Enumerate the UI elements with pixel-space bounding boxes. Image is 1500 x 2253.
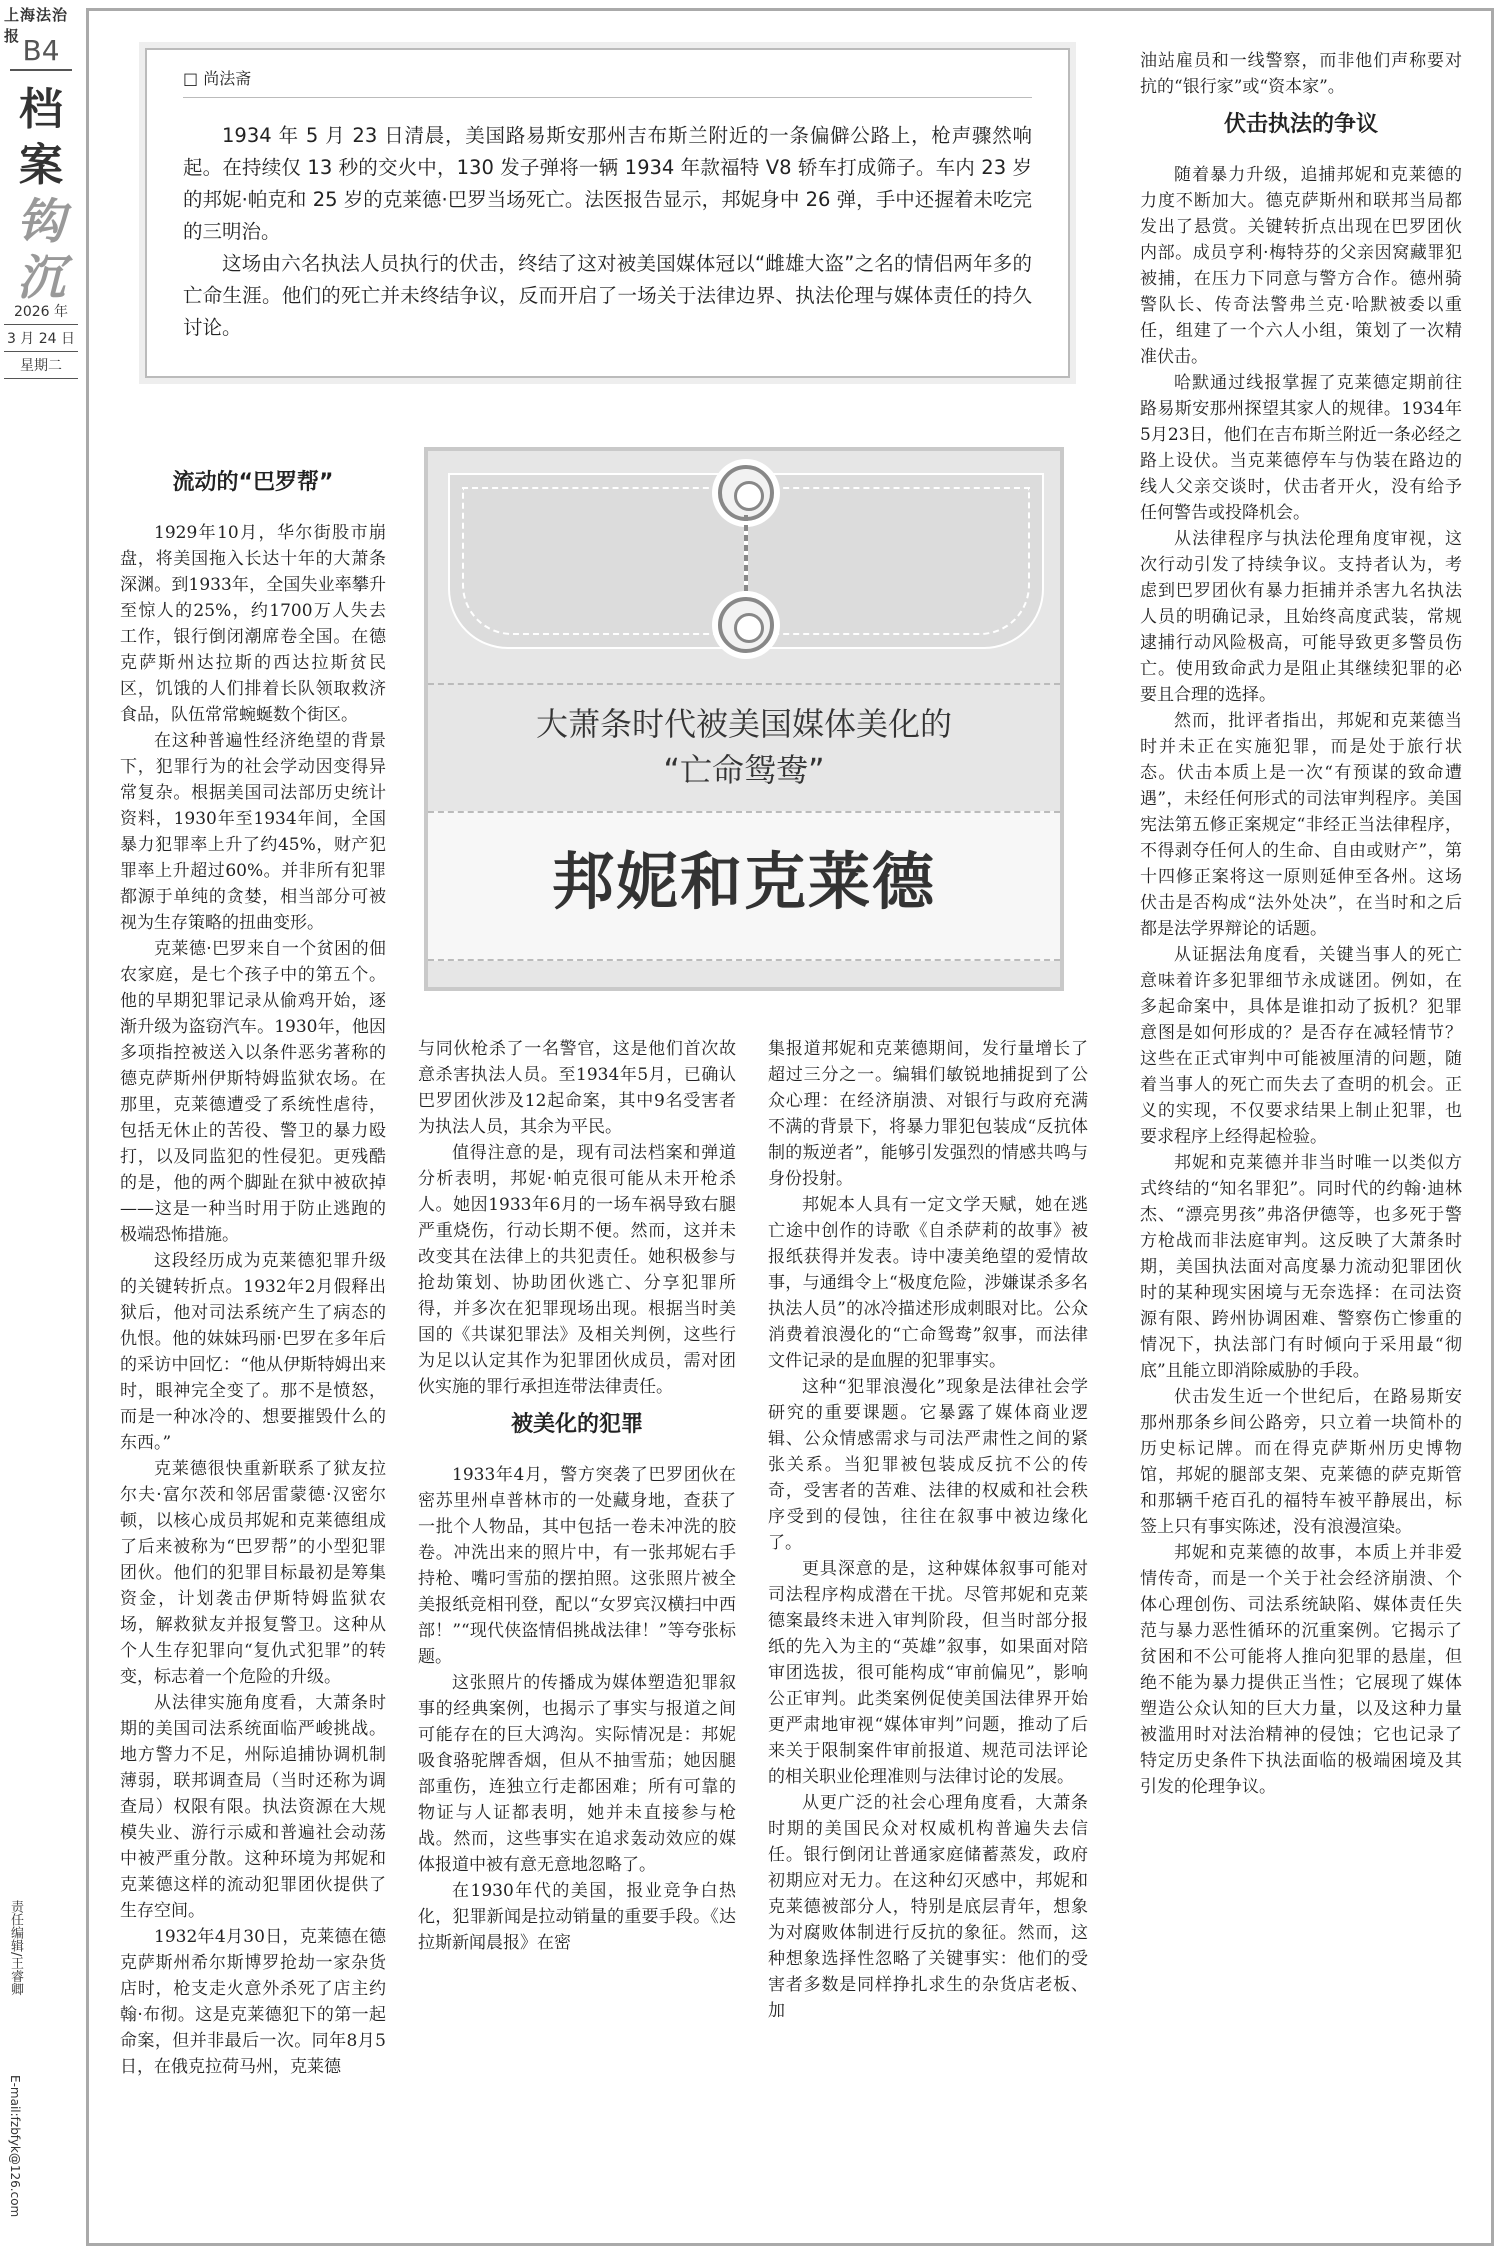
body-paragraph: 这段经历成为克莱德犯罪升级的关键转折点。1932年2月假释出狱后，他对司法系统产生了病态的仇恨。他的妹妹玛丽·巴罗在多年后的采访中回忆：“他从伊斯特姆出来时，眼神完全变了。那不是愤怒，而是一种冰冷的、想要摧毁什么的东西。”: [120, 1251, 386, 1453]
body-paragraph: 油站雇员和一线警察，而非他们声称要对抗的“银行家”或“资本家”。: [1140, 51, 1462, 97]
column-char: 钩: [16, 194, 65, 250]
body-paragraph: 1929年10月，华尔街股市崩盘，将美国拖入长达十年的大萧条深渊。到1933年，全国失业率攀升至惊人的25%，约1700万人失去工作，银行倒闭潮席卷全国。在德克萨斯州达拉斯的西达拉斯贫民区，饥饿的人们排着长队领取救济食品，队伍常常蜿蜒数个街区。: [120, 523, 386, 725]
paper-name: 上海法治报: [4, 6, 69, 45]
article-title: 邦妮和克莱德: [551, 845, 936, 918]
lead-paragraph: 这场由六名执法人员执行的伏击，终结了这对被美国媒体冠以“雌雄大盗”之名的情侣两年多的亡命生涯。他们的死亡并未终结争议，反而开启了一场关于法律边界、执法伦理与媒体责任的持久讨论。: [183, 252, 1032, 339]
editor-email: E-mail:fzbfyk@126.com: [8, 2075, 22, 2218]
body-paragraph: 这种“犯罪浪漫化”现象是法律社会学研究的重要课题。它暴露了媒体商业逻辑、公众情感需求与司法严肃性之间的紧张关系。当犯罪被包装成反抗不公的传奇，受害者的苦难、法律的权威和社会秩序受到的侵蚀，往往在叙事中被边缘化了。: [768, 1377, 1088, 1553]
body-paragraph: 随着暴力升级，追捕邦妮和克莱德的力度不断加大。德克萨斯州和联邦当局都发出了悬赏。关键转折点出现在巴罗团伙内部。成员亨利·梅特芬的父亲因窝藏罪犯被捕，在压力下同意与警方合作。德州骑警队长、传奇法警弗兰克·哈默被委以重任，组建了一个六人小组，策划了一次精准伏击。: [1140, 165, 1462, 367]
graphic-subtitle-line: 大萧条时代被美国媒体美化的: [535, 705, 952, 743]
weekday: 星期二: [4, 352, 78, 379]
issue-date: [4, 298, 78, 379]
body-paragraph: 哈默通过线报掌握了克莱德定期前往路易斯安那州探望其家人的规律。1934年5月23日，他们在吉布斯兰附近一条必经之路上设伏。当克莱德停车与伪装在路边的线人父亲交谈时，伏击者开火，没有给予任何警告或投降机会。: [1140, 373, 1462, 523]
body-paragraph: 邦妮本人具有一定文学天赋，她在逃亡途中创作的诗歌《自杀萨莉的故事》被报纸获得并发表。诗中凄美绝望的爱情故事，与通缉令上“极度危险，涉嫌谋杀多名执法人员”的冰冷描述形成刺眼对比。公众消费着浪漫化的“亡命鸳鸯”叙事，而法律文件记录的是血腥的犯罪事实。: [768, 1195, 1088, 1371]
column-3: [768, 1036, 1088, 2024]
body-paragraph: 1932年4月30日，克莱德在德克萨斯州希尔斯博罗抢劫一家杂货店时，枪支走火意外杀死了店主约翰·布彻。这是克莱德犯下的第一起命案，但并非最后一次。同年8月5日，在俄克拉荷马州，克莱德: [120, 1927, 386, 2077]
section-heading: 伏击执法的争议: [1223, 112, 1378, 137]
body-paragraph: 然而，批评者指出，邦妮和克莱德当时并未正在实施犯罪，而是处于旅行状态。伏击本质上是一次“有预谋的致命遭遇”，未经任何形式的司法审判程序。美国宪法第五修正案规定“非经正当法律程序，不得剥夺任何人的生命、自由或财产”，第十四修正案将这一原则延伸至各州。这场伏击是否构成“法外处决”，在当时和之后都是法学界辩论的话题。: [1140, 711, 1462, 939]
graphic-subtitle: [428, 701, 1060, 793]
envelope-button-icon: [718, 465, 774, 521]
section-heading: 被美化的犯罪: [510, 1412, 643, 1437]
page-number: B4: [10, 34, 72, 71]
envelope-button-icon: [718, 597, 774, 653]
editor-name: 王睿卿: [8, 1956, 23, 1996]
date-year: 2026 年: [4, 298, 78, 325]
author-byline: □ 尚法斋: [183, 66, 1032, 98]
body-paragraph: 值得注意的是，现有司法档案和弹道分析表明，邦妮·帕克很可能从未开枪杀人。她因1933年6月的一场车祸导致右腿严重烧伤，行动长期不便。然而，这并未改变其在法律上的共犯责任。她积极参与抢劫策划、协助团伙逃亡、分享犯罪所得，并多次在犯罪现场出现。根据当时美国的《共谋犯罪法》及相关判例，这些行为足以认定其作为犯罪团伙成员，需对团伙实施的罪行承担连带法律责任。: [418, 1143, 736, 1397]
lead-paragraph: 1934 年 5 月 23 日清晨，美国路易斯安那州吉布斯兰附近的一条偏僻公路上，枪声骤然响起。在持续仅 13 秒的交火中，130 发子弹将一辆 1934 年款福特 V8 轿车打成筛子。车内 23 岁的邦妮·帕克和 25 岁的克莱德·巴罗当场死亡。法医报告显示，邦妮身中 26 弹，手中还握着未吃完的三明治。: [183, 124, 1032, 243]
body-paragraph: 克莱德·巴罗来自一个贫困的佃农家庭，是七个孩子中的第五个。他的早期犯罪记录从偷鸡开始，逐渐升级为盗窃汽车。1930年，他因多项指控被送入以条件恶劣著称的德克萨斯州伊斯特姆监狱农场。在那里，克莱德遭受了系统性虐待，包括无休止的苦役、警卫的暴力殴打，以及同监犯的性侵犯。更残酷的是，他的两个脚趾在狱中被砍掉——这是一种当时用于防止逃跑的极端恐怖措施。: [120, 939, 386, 1245]
column-name: [10, 82, 72, 306]
column-1: [120, 458, 386, 2080]
graphic-subtitle-line: “亡命鸳鸯”: [663, 751, 825, 789]
body-paragraph: 从证据法角度看，关键当事人的死亡意味着许多犯罪细节永成谜团。例如，在多起命案中，具体是谁扣动了扳机？犯罪意图是如何形成的？是否存在减轻情节？这些在正式审判中可能被厘清的问题，随着当事人的死亡而失去了查明的机会。正义的实现，不仅要求结果上制止犯罪，也要求程序上经得起检验。: [1140, 945, 1462, 1147]
body-paragraph: 更具深意的是，这种媒体叙事可能对司法程序构成潜在干扰。尽管邦妮和克莱德案最终未进入审判阶段，但当时部分报纸的先入为主的“英雄”叙事，如果面对陪审团选拔，很可能构成“审前偏见”，影响公正审判。此类案例促使美国法律界开始更严肃地审视“媒体审判”问题，推动了后来关于限制案件审前报道、规范司法评论的相关职业伦理准则与法律讨论的发展。: [768, 1559, 1088, 1787]
body-paragraph: 从更广泛的社会心理角度看，大萧条时期的美国民众对权威机构普遍失去信任。银行倒闭让普通家庭储蓄蒸发，政府初期应对无力。在这种幻灭感中，邦妮和克莱德被部分人，特别是底层青年，想象为对腐败体制进行反抗的象征。然而，这种想象选择性忽略了关键事实：他们的受害者多数是同样挣扎求生的杂货店老板、加: [768, 1793, 1088, 2021]
editor-label: 责任编辑: [8, 1900, 23, 1952]
column-char: 档: [19, 84, 63, 135]
body-paragraph: 从法律实施角度看，大萧条时期的美国司法系统面临严峻挑战。地方警力不足，州际追捕协调机制薄弱，联邦调查局（当时还称为调查局）权限有限。执法资源在大规模失业、游行示威和普遍社会动荡中被严重分散。这种环境为邦妮和克莱德这样的流动犯罪团伙提供了生存空间。: [120, 1693, 386, 1921]
editor-credit: 责任编辑/王睿卿: [8, 1900, 23, 1996]
envelope-string: [744, 515, 748, 601]
date-monthday: 3 月 24 日: [4, 325, 78, 352]
lead-box: [145, 48, 1070, 378]
column-2: [418, 1036, 736, 1956]
masthead: [0, 0, 82, 2253]
body-paragraph: 集报道邦妮和克莱德期间，发行量增长了超过三分之一。编辑们敏锐地捕捉到了公众心理：在经济崩溃、对银行与政府充满不满的背景下，将暴力罪犯包装成“反抗体制的叛逆者”，能够引发强烈的情感共鸣与身份投射。: [768, 1039, 1088, 1189]
body-paragraph: 邦妮和克莱德并非当时唯一以类似方式终结的“知名罪犯”。同时代的约翰·迪林杰、“漂亮男孩”弗洛伊德等，也多死于警方枪战而非法庭审判。这反映了大萧条时期，美国执法面对高度暴力流动犯罪团伙时的某种现实困境与无奈选择：在司法资源有限、跨州协调困难、警察伤亡惨重的情况下，执法部门有时倾向于采用最“彻底”且能立即消除威胁的手段。: [1140, 1153, 1462, 1381]
column-4: [1140, 48, 1462, 1800]
title-graphic: [424, 447, 1064, 991]
body-paragraph: 这张照片的传播成为媒体塑造犯罪叙事的经典案例，也揭示了事实与报道之间可能存在的巨大鸿沟。实际情况是：邦妮吸食骆驼牌香烟，但从不抽雪茄；她因腿部重伤，连独立行走都困难；所有可靠的物证与人证都表明，她并未直接参与枪战。然而，这些事实在追求轰动效应的媒体报道中被有意无意地忽略了。: [418, 1673, 736, 1875]
body-paragraph: 伏击发生近一个世纪后，在路易斯安那州那条乡间公路旁，只立着一块简朴的历史标记牌。而在得克萨斯州历史博物馆，邦妮的腿部支架、克莱德的萨克斯管和那辆千疮百孔的福特车被平静展出，标签上只有事实陈述，没有浪漫渲染。: [1140, 1387, 1462, 1537]
body-paragraph: 在这种普遍性经济绝望的背景下，犯罪行为的社会学动因变得异常复杂。根据美国司法部历史统计资料，1930年至1934年间，全国暴力犯罪率上升了约45%，财产犯罪率上升超过60%。并非所有犯罪都源于单纯的贪婪，相当部分可被视为生存策略的扭曲变形。: [120, 731, 386, 933]
column-char: 沉: [16, 250, 65, 306]
section-heading: 流动的“巴罗帮”: [172, 470, 334, 495]
body-paragraph: 克莱德很快重新联系了狱友拉尔夫·富尔茨和邻居雷蒙德·汉密尔顿，以核心成员邦妮和克莱德组成了后来被称为“巴罗帮”的小型犯罪团伙。他们的犯罪目标最初是筹集资金，计划袭击伊斯特姆监狱农场，解救狱友并报复警卫。这种从个人生存犯罪向“复仇式犯罪”的转变，标志着一个危险的升级。: [120, 1459, 386, 1687]
body-paragraph: 与同伙枪杀了一名警官，这是他们首次故意杀害执法人员。至1934年5月，已确认巴罗团伙涉及12起命案，其中9名受害者为执法人员，其余为平民。: [418, 1039, 736, 1137]
body-paragraph: 从法律程序与执法伦理角度审视，这次行动引发了持续争议。支持者认为，考虑到巴罗团伙有暴力拒捕并杀害九名执法人员的明确记录，且始终高度武装，常规逮捕行动风险极高，可能导致更多警员伤亡。使用致命武力是阻止其继续犯罪的必要且合理的选择。: [1140, 529, 1462, 705]
body-paragraph: 在1930年代的美国，报业竞争白热化，犯罪新闻是拉动销量的重要手段。《达拉斯新闻晨报》在密: [418, 1881, 736, 1953]
body-paragraph: 邦妮和克莱德的故事，本质上并非爱情传奇，而是一个关于社会经济崩溃、个体心理创伤、司法系统缺陷、媒体责任失范与暴力恶性循环的沉重案例。它揭示了贫困和不公可能将人推向犯罪的悬崖，但绝不能为暴力提供正当性；它展现了媒体塑造公众认知的巨大力量，以及这种力量被滥用时对法治精神的侵蚀；它也记录了特定历史条件下执法面临的极端困境及其引发的伦理争议。: [1140, 1543, 1462, 1797]
body-paragraph: 1933年4月，警方突袭了巴罗团伙在密苏里州卓普林市的一处藏身地，查获了一批个人物品，其中包括一卷未冲洗的胶卷。冲洗出来的照片中，有一张邦妮右手持枪、嘴叼雪茄的摆拍照。这张照片被全美报纸竞相刊登，配以“女罗宾汉横扫中西部！”“现代侠盗情侣挑战法律！”等夸张标题。: [418, 1465, 736, 1667]
column-char: 案: [19, 140, 63, 191]
